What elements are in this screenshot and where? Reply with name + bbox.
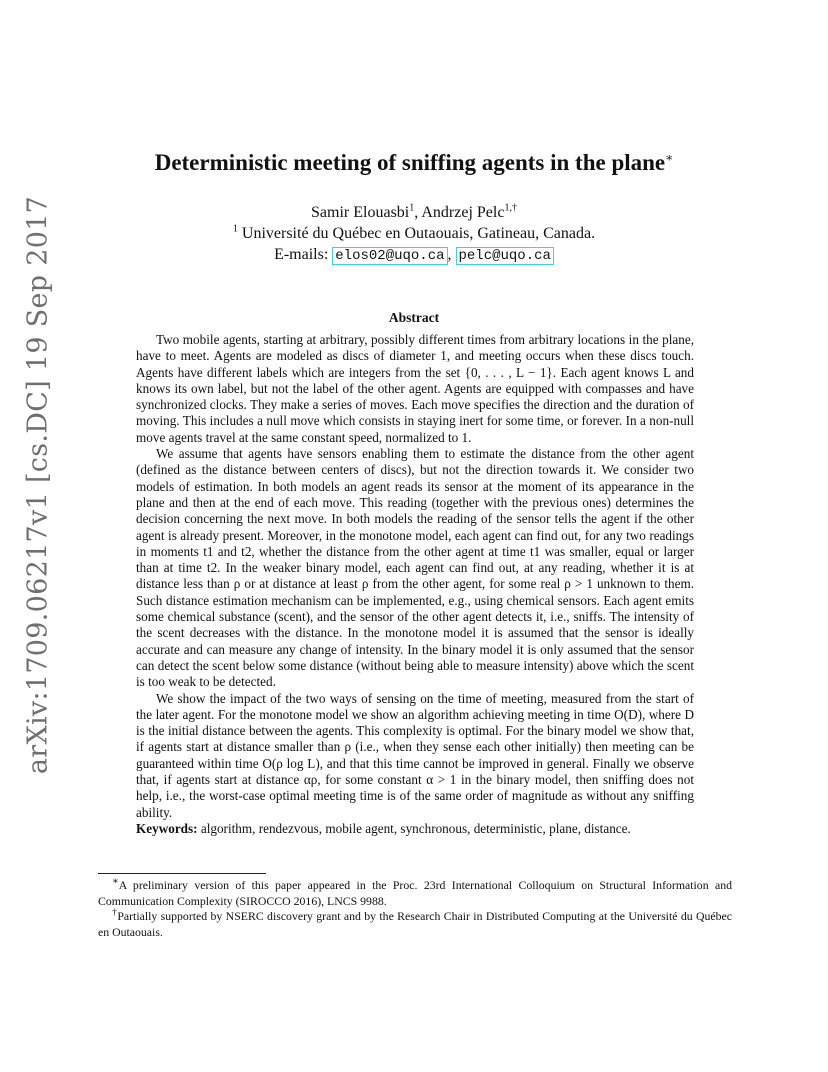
- title-text: Deterministic meeting of sniffing agents in the plane: [154, 150, 666, 175]
- footnote-2-mark: †: [112, 907, 118, 919]
- arxiv-side-stamp: [18, 195, 58, 775]
- footnote-1-text: A preliminary version of this paper appeared in the Proc. 23rd International Colloquium on Structural Information and Communication Complexity (SIROCCO 2016), LNCS 9988.: [98, 878, 732, 908]
- affiliation-sup: 1: [232, 223, 238, 235]
- author-2: Andrzej Pelc: [421, 204, 505, 221]
- author-block: [0, 202, 828, 267]
- author-2-sup: 1,†: [504, 202, 517, 214]
- arxiv-identifier: arXiv:1709.06217v1 [cs.DC] 19 Sep 2017: [22, 195, 54, 775]
- email-separator: ,: [447, 246, 456, 263]
- author-separator: ,: [414, 204, 422, 221]
- affiliation-text: Université du Québec en Outaouais, Gatineau, Canada.: [237, 225, 596, 242]
- footnote-2-text: Partially supported by NSERC discovery grant and by the Research Chair in Distributed Computing at the Université du Québec en Outaouais.: [98, 909, 732, 939]
- paper-title: [0, 150, 828, 176]
- email-link-2[interactable]: pelc@uqo.ca: [456, 247, 554, 265]
- author-1: Samir Elouasbi: [311, 204, 410, 221]
- email-link-1[interactable]: elos02@uqo.ca: [332, 247, 447, 265]
- affiliation: [0, 223, 828, 244]
- footnotes: [98, 878, 732, 940]
- abstract-paragraph-1: Two mobile agents, starting at arbitrary, possibly different times from arbitrary locations in the plane, have to meet. Agents are modeled as discs of diameter 1, and meeting occurs when these discs touch. Agents have different labels which are integers from the set {0, . . . , L − 1}. Each agent knows L and knows its own label, but not the label of the other agent. Agents are equipped with compasses and have synchronized clocks. They make a series of moves. Each move specifies the direction and the duration of moving. This includes a null move which consists in staying inert for some time, or forever. In a non-null move agents travel at the same constant speed, normalized to 1.: [136, 332, 694, 445]
- keywords-label: Keywords:: [136, 820, 198, 836]
- abstract-paragraph-2: We assume that agents have sensors enabling them to estimate the distance from the other agent (defined as the distance between centers of discs), but not the direction towards it. We consider two models of estimation. In both models an agent reads its sensor at the moment of its appearance in the plane and then at the end of each move. This reading (together with the previous ones) determines the decision concerning the next move. In both models the reading of the sensor tells the agent if the other agent is already present. Moreover, in the monotone model, each agent can find out, for any two readings in moments t1 and t2, whether the distance from the other agent at time t1 was smaller, equal or larger than at time t2. In the weaker binary model, each agent can find out, at any reading, whether it is at distance less than ρ or at distance at least ρ from the other agent, for some real ρ > 1 unknown to them. Such distance estimation mechanism can be implemented, e.g., using chemical sensors. Each agent emits some chemical substance (scent), and the sensor of the other agent detects it, i.e., sniffs. The intensity of the scent decreases with the distance. In the monotone model it is assumed that the sensor is ideally accurate and can measure any change of intensity. In the binary model it is only assumed that the sensor can detect the scent below some distance (without being able to measure intensity) above which the scent is too weak to be detected.: [136, 446, 694, 690]
- footnote-2: [98, 909, 732, 940]
- author-names: [0, 202, 828, 223]
- footnote-1: [98, 878, 732, 909]
- author-1-sup: 1: [409, 202, 415, 214]
- abstract-body: [136, 332, 694, 837]
- abstract-heading: Abstract: [388, 310, 440, 325]
- title-footnote-mark: ∗: [665, 150, 674, 165]
- emails: [0, 244, 828, 267]
- email-label: E-mails:: [274, 246, 333, 263]
- footnote-divider: [98, 873, 266, 874]
- footnote-1-mark: ∗: [112, 876, 119, 888]
- keywords-line: [136, 821, 694, 837]
- abstract-paragraph-3: We show the impact of the two ways of sensing on the time of meeting, measured from the start of the later agent. For the monotone model we show an algorithm achieving meeting in time O(D), where D is the initial distance between the agents. This complexity is optimal. For the binary model we show that, if agents start at distance smaller than ρ (i.e., when they sense each other initially) then meeting can be guaranteed within time O(ρ log L), and that this time cannot be improved in general. Finally we observe that, if agents start at distance αρ, for some constant α > 1 in the binary model, then sniffing does not help, i.e., the worst-case optimal meeting time is of the same order of magnitude as without any sniffing ability.: [136, 690, 694, 820]
- keywords-text: algorithm, rendezvous, mobile agent, synchronous, deterministic, plane, distance.: [197, 820, 631, 836]
